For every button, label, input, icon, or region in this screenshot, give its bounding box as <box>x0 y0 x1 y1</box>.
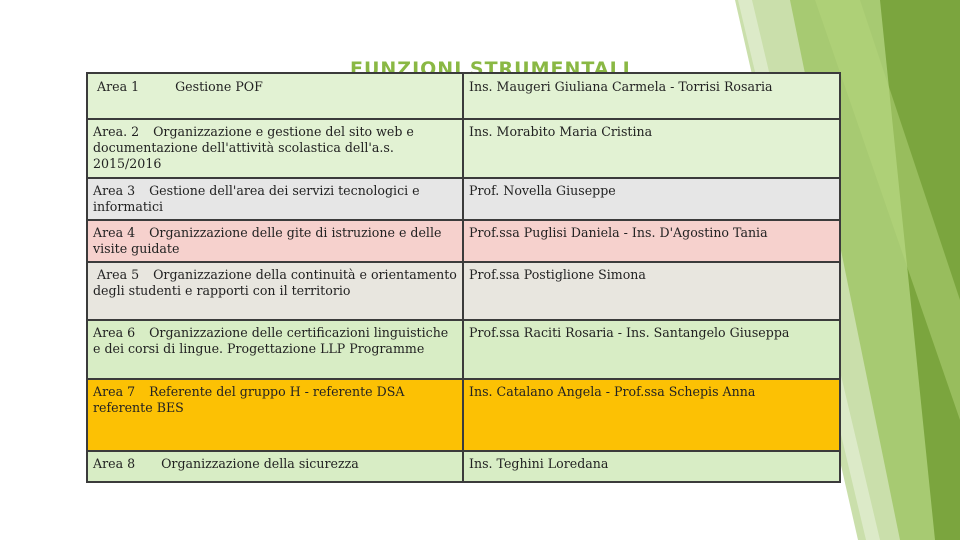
area-cell <box>87 379 463 451</box>
people-cell: Ins. Morabito Maria Cristina <box>463 119 840 178</box>
area-cell <box>87 73 463 119</box>
people-cell: Prof.ssa Puglisi Daniela - Ins. D'Agostino Tania <box>463 220 840 262</box>
people-cell: Prof.ssa Postiglione Simona <box>463 262 840 320</box>
area-label: Area 8 <box>93 456 136 471</box>
slide-title: FUNZIONI STRUMENTALI <box>350 58 631 80</box>
area-task: Organizzazione e gestione del sito web e documentazione dell'attività scolastica dell'a.s. 2015/2016 <box>93 124 414 171</box>
area-label: Area 5 <box>97 267 140 282</box>
areas-table <box>86 72 841 483</box>
area-task: Gestione POF <box>175 79 263 94</box>
area-cell <box>87 320 463 379</box>
area-label: Area 3 <box>93 183 136 198</box>
area-cell <box>87 451 463 482</box>
area-label: Area. 2 <box>93 124 140 139</box>
area-task: Referente del gruppo H - referente DSA referente BES <box>93 384 405 415</box>
table-row <box>87 220 840 262</box>
area-task: Organizzazione delle gite di istruzione e delle visite guidate <box>93 225 442 256</box>
area-task: Gestione dell'area dei servizi tecnologici e informatici <box>93 183 420 214</box>
table-row <box>87 451 840 482</box>
area-label: Area 4 <box>93 225 136 240</box>
people-cell: Prof.ssa Raciti Rosaria - Ins. Santangelo Giuseppa <box>463 320 840 379</box>
people-cell: Prof. Novella Giuseppe <box>463 178 840 220</box>
table-row <box>87 178 840 220</box>
area-task: Organizzazione della sicurezza <box>161 456 359 471</box>
people-cell: Ins. Maugeri Giuliana Carmela - Torrisi Rosaria <box>463 73 840 119</box>
table-row <box>87 119 840 178</box>
area-cell <box>87 119 463 178</box>
table-row <box>87 73 840 119</box>
area-label: Area 6 <box>93 325 136 340</box>
people-cell: Ins. Catalano Angela - Prof.ssa Schepis Anna <box>463 379 840 451</box>
people-cell: Ins. Teghini Loredana <box>463 451 840 482</box>
area-cell <box>87 178 463 220</box>
area-label: Area 1 <box>97 79 140 94</box>
area-task: Organizzazione della continuità e orientamento degli studenti e rapporti con il territorio <box>93 267 457 298</box>
table-row <box>87 262 840 320</box>
area-task: Organizzazione delle certificazioni linguistiche e dei corsi di lingue. Progettazione LLP Programme <box>93 325 449 356</box>
area-label: Area 7 <box>93 384 136 399</box>
table-row <box>87 379 840 451</box>
table-row <box>87 320 840 379</box>
area-cell <box>87 220 463 262</box>
area-cell <box>87 262 463 320</box>
